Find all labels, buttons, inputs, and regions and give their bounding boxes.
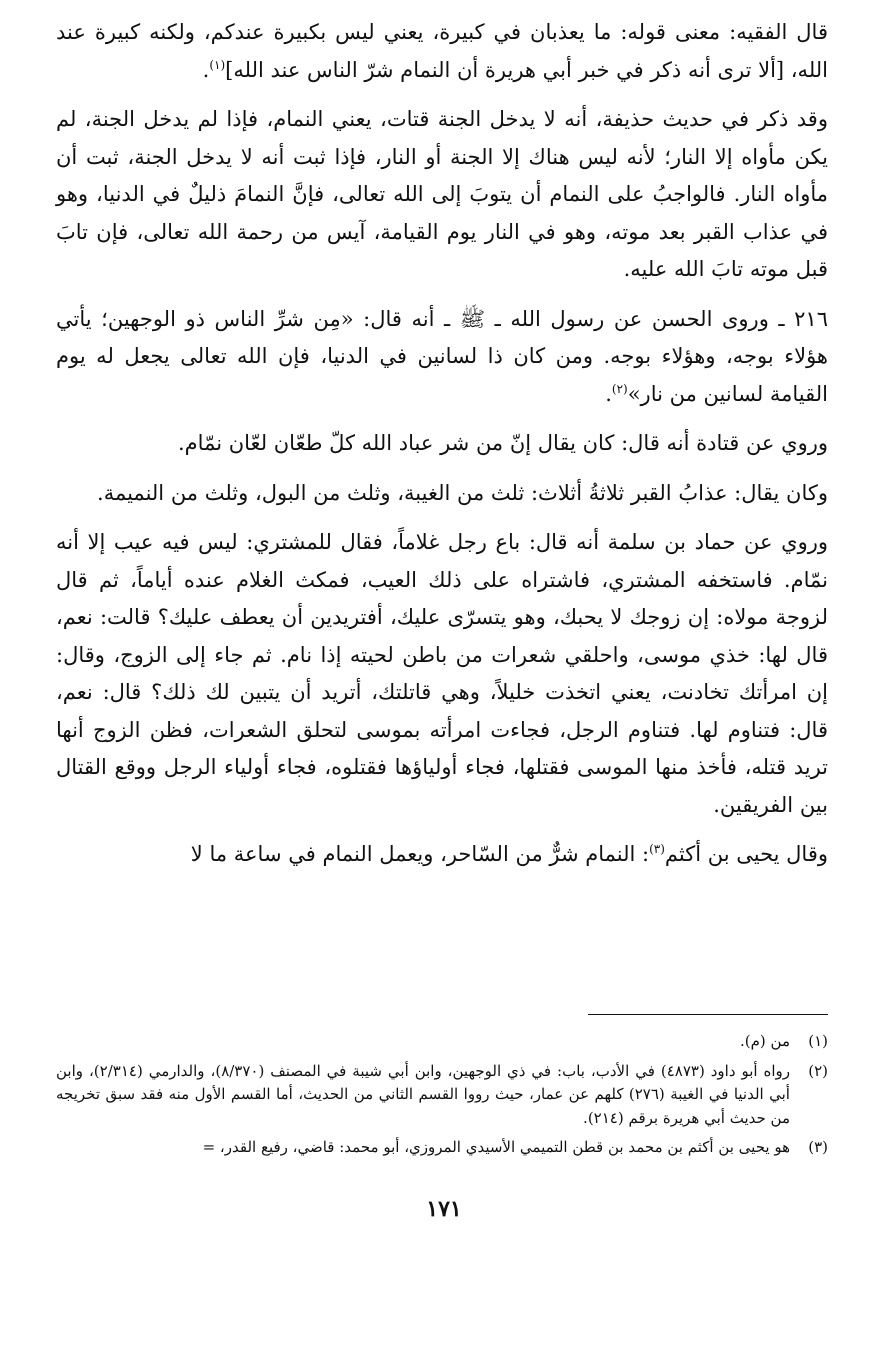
paragraph-1: قال الفقيه: معنى قوله: ما يعذبان في كبيرة، يعني ليس بكبيرة عندكم، ولكنه كبيرة عند الله، [ألا ترى أنه ذكر في خبر أبي هريرة أن النمام شرّ الناس عند الله]$^{(١)}$.: [56, 20, 828, 82]
footnote-separator-rule: [588, 1014, 828, 1015]
footnote-number: (٣): [808, 1138, 828, 1156]
footnote-ref-1[interactable]: (١): [209, 57, 226, 72]
paragraph-4: وروي عن قتادة أنه قال: كان يقال إنّ من شر عباد الله كلّ طعّان لعّان نمّام.: [178, 431, 828, 455]
paragraph-6-story: وروي عن حماد بن سلمة أنه قال: باع رجل غلاماً، فقال للمشتري: ليس فيه عيب إلا أنه نمّام. فاستخفه المشتري، فاشتراه على ذلك العيب، فمكث الغلام عنده أياماً، ثم قال لزوجة مولاه: إن زوجك لا يحبك، وهو يتسرّى عليك، أفتريدين أن يعطف عليك؟ قالت: نعم، قال لها: خذي موسى، واحلقي شعرات من باطن لحيته إذا نام. ثم جاء إلى الزوج، وقال: إن امرأتك تخادنت، يعني اتخذت خليلاً، وهي قاتلتك، أتريد أن يتبين لك ذلك؟ قال: نعم، قال: فتناوم لها. فتناوم الرجل، فجاءت امرأته بموسى لتحلق الشعرات، فظن الزوج أنها تريد قتله، فأخذ منها الموسى فقتلها، فجاء أولياؤها فقتلوه، فجاء أولياء الرجل ووقع القتال بين الفريقين.: [56, 530, 828, 817]
page-number: ١٧١: [426, 1196, 462, 1222]
footnote-3: [56, 1136, 828, 1160]
footnote-ref-2[interactable]: (٢): [611, 381, 628, 396]
footnote-1: [56, 1030, 828, 1054]
footnote-number: (١): [808, 1032, 828, 1050]
footnote-text: من (م).: [740, 1032, 790, 1050]
footnotes: [56, 1030, 828, 1166]
footnote-number: (٢): [808, 1061, 828, 1080]
footnote-text: رواه أبو داود (٤٨٧٣) في الأدب، باب: في ذي الوجهين، وابن أبي شيبة في المصنف (٨/٣٧٠)، والدارمي (٢/٣١٤)، وابن أبي الدنيا في الغيبة (٢٧٦) كلهم عن عمار، حيث رووا القسم الثاني من الحديث، أما القسم الأول منه فقد سبق تخريجه من حديث أبي هريرة برقم (٢١٤).: [56, 1061, 791, 1127]
paragraph-3-hadith-216: ٢١٦ ـ وروى الحسن عن رسول الله ـ ﷺ ـ أنه قال: «مِن شرِّ الناس ذو الوجهين؛ يأتي هؤلاء بوجه، وهؤلاء بوجه. ومن كان ذا لسانين في الدنيا، فإن الله تعالى يجعل له يوم القيامة لسانين من نار»$^{(٢)}$.: [56, 306, 828, 406]
paragraph-7: وقال يحيى بن أكثم$^{(٣)}$: النمام شرٌّ من السّاحر، ويعمل النمام في ساعة ما لا: [190, 842, 828, 866]
footnote-text: هو يحيى بن أكثم بن محمد بن قطن التميمي الأسيدي المروزي، أبو محمد: قاضي، رفيع القدر، =: [202, 1138, 790, 1156]
main-text: [56, 14, 828, 886]
paragraph-2: وقد ذكر في حديث حذيفة، أنه لا يدخل الجنة قتات، يعني النمام، فإذا لم يدخل الجنة، لم يكن مأواه إلا النار؛ لأنه ليس هناك إلا الجنة أو النار، فإذا ثبت أنه لا يدخل الجنة، ثبت أن مأواه النار. فالواجبُ على النمام أن يتوبَ إلى الله تعالى، فإنَّ النمامَ ذليلٌ في الدنيا، وهو في عذاب القبر بعد موته، وهو في النار يوم القيامة، آيس من رحمة الله تعالى، فإن تابَ قبل موته تابَ الله عليه.: [56, 107, 828, 281]
footnote-ref-3[interactable]: (٣): [649, 842, 665, 856]
footnote-2: [56, 1060, 828, 1131]
paragraph-5: وكان يقال: عذابُ القبر ثلاثةُ أثلاث: ثلث من الغيبة، وثلث من البول، وثلث من النميمة.: [97, 480, 828, 505]
